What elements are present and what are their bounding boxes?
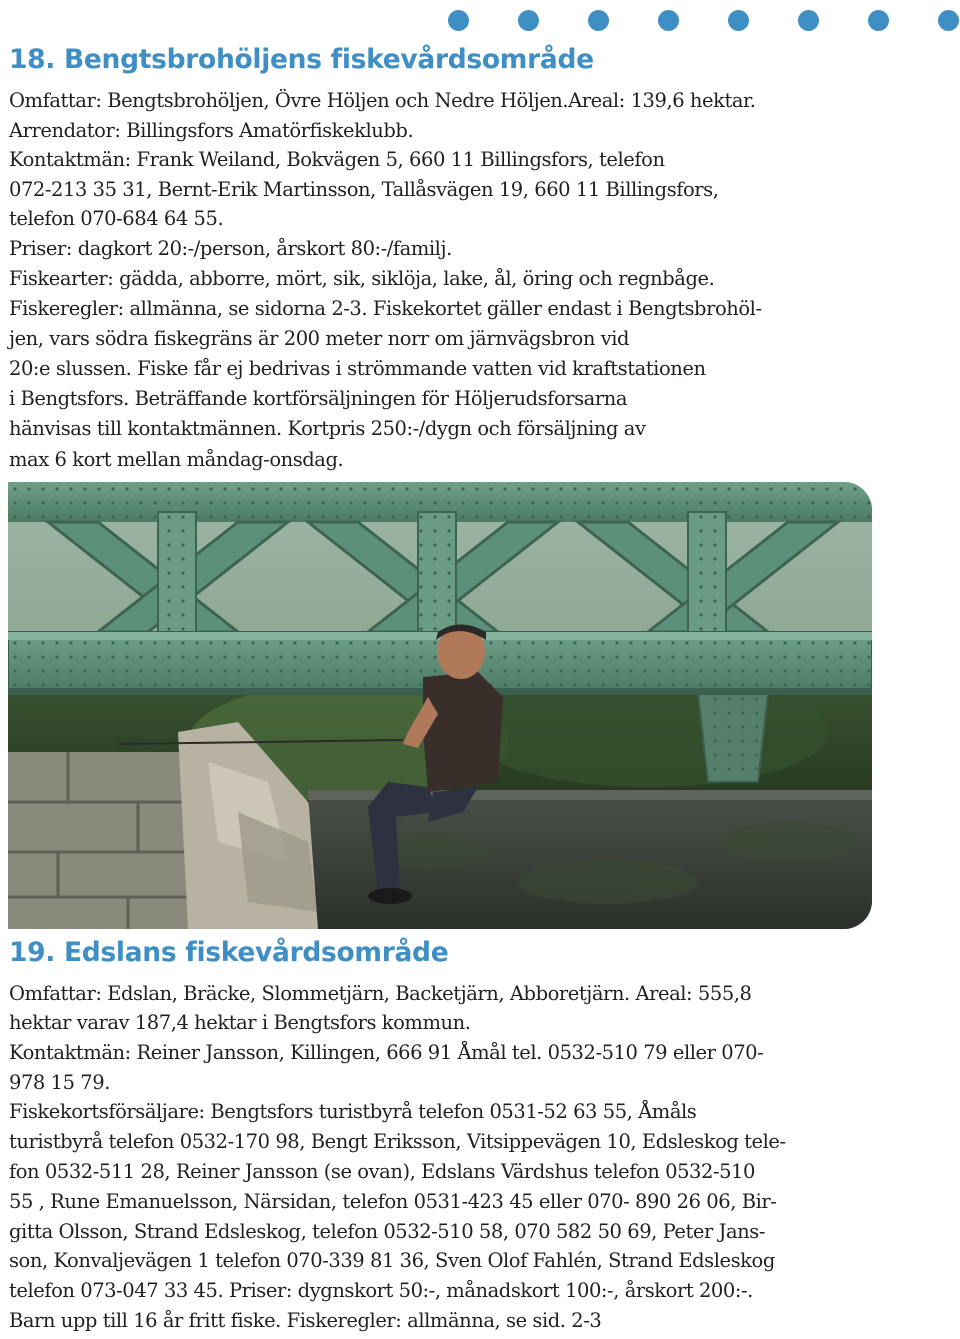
section-18-line: max 6 kort mellan måndag-onsdag. [9,448,344,471]
decorative-dot-row [448,10,960,34]
dot-icon [448,10,469,31]
section-18-line: 072-213 35 31, Bernt-Erik Martinsson, Tallåsvägen 19, 660 11 Billingsfors, [9,178,719,201]
section-18-line: Priser: dagkort 20:-/person, årskort 80:-/familj. [9,237,452,260]
section-19-line: Omfattar: Edslan, Bräcke, Slommetjärn, Backetjärn, Abboretjärn. Areal: 555,8 [9,982,752,1005]
section-19-line: Kontaktmän: Reiner Jansson, Killingen, 666 91 Åmål tel. 0532-510 79 eller 070- [9,1041,764,1064]
section-19-line: telefon 073-047 33 45. Priser: dygnskort 50:-, månadskort 100:-, årskort 200:-. [9,1279,753,1302]
section-19-line: son, Konvaljevägen 1 telefon 070-339 81 36, Sven Olof Fahlén, Strand Edsleskog [9,1249,775,1272]
section-19-line: 55 , Rune Emanuelsson, Närsidan, telefon 0531-423 45 eller 070- 890 26 06, Bir- [9,1190,777,1213]
dot-icon [868,10,889,31]
section-19-title: 19. Edslans fiskevårdsområde [9,937,449,968]
section-18-line: hänvisas till kontaktmännen. Kortpris 250:-/dygn och försäljning av [9,417,646,440]
section-18-line: telefon 070-684 64 55. [9,207,224,230]
section-18-line: 20:e slussen. Fiske får ej bedrivas i strömmande vatten vid kraftstationen [9,357,706,380]
dot-icon [938,10,959,31]
section-18-line: Arrendator: Billingsfors Amatörfiskeklubb. [9,119,414,142]
section-18-line: Omfattar: Bengtsbrohöljen, Övre Höljen och Nedre Höljen.Areal: 139,6 hektar. [9,89,756,112]
bridge-fishing-photo [8,482,872,929]
section-18-line: jen, vars södra fiskegräns är 200 meter norr om järnvägsbron vid [9,327,630,350]
section-19-line: hektar varav 187,4 hektar i Bengtsfors kommun. [9,1011,471,1034]
dot-icon [798,10,819,31]
section-19-line: Fiskekortsförsäljare: Bengtsfors turistbyrå telefon 0531-52 63 55, Åmåls [9,1100,697,1123]
section-19-line: Barn upp till 16 år fritt fiske. Fiskeregler: allmänna, se sid. 2-3 [9,1309,602,1332]
dot-icon [588,10,609,31]
section-18-line: Fiskeregler: allmänna, se sidorna 2-3. Fiskekortet gäller endast i Bengtsbrohöl- [9,297,762,320]
section-19-line: fon 0532-511 28, Reiner Jansson (se ovan), Edslans Värdshus telefon 0532-510 [9,1160,755,1183]
section-18-line: i Bengtsfors. Beträffande kortförsäljningen för Höljerudsforsarna [9,387,627,410]
section-19-line: turistbyrå telefon 0532-170 98, Bengt Eriksson, Vitsippevägen 10, Edsleskog tele- [9,1130,786,1153]
dot-icon [728,10,749,31]
dot-icon [518,10,539,31]
section-19-line: gitta Olsson, Strand Edsleskog, telefon 0532-510 58, 070 582 50 69, Peter Jans- [9,1220,765,1243]
section-18-line: Kontaktmän: Frank Weiland, Bokvägen 5, 660 11 Billingsfors, telefon [9,148,665,171]
section-18-line: Fiskearter: gädda, abborre, mört, sik, siklöja, lake, ål, öring och regnbåge. [9,267,715,290]
section-18-title: 18. Bengtsbrohöljens fiskevårdsområde [9,44,594,75]
dot-icon [658,10,679,31]
section-19-line: 978 15 79. [9,1071,110,1094]
